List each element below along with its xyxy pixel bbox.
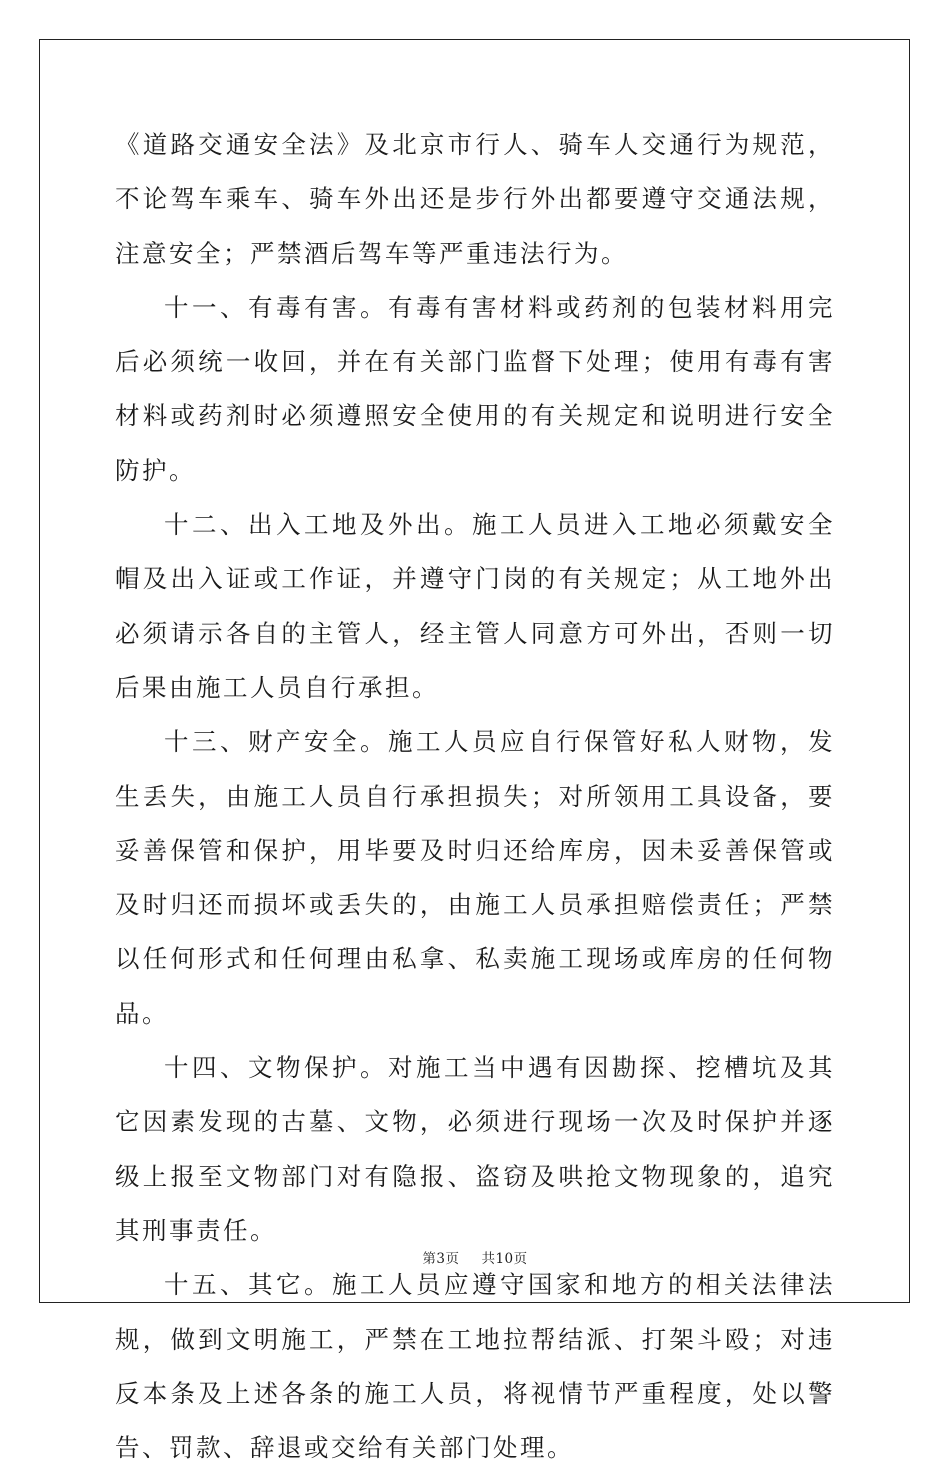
paragraph-toxic-materials: 十一、有毒有害。有毒有害材料或药剂的包装材料用完后必须统一收回，并在有关部门监督下处理；使用有毒有害材料或药剂时必须遵照安全使用的有关规定和说明进行安全防护。 xyxy=(115,292,835,485)
document-body xyxy=(115,118,835,1475)
page-total: 共10页 xyxy=(481,1251,528,1267)
page-footer xyxy=(0,1247,950,1267)
paragraph-traffic-safety: 《道路交通安全法》及北京市行人、骑车人交通行为规范，不论驾车乘车、骑车外出还是步行外出都要遵守交通法规，注意安全；严禁酒后驾车等严重违法行为。 xyxy=(115,130,835,268)
paragraph-site-access: 十二、出入工地及外出。施工人员进入工地必须戴安全帽及出入证或工作证，并遵守门岗的有关规定；从工地外出必须请示各自的主管人，经主管人同意方可外出，否则一切后果由施工人员自行承担。 xyxy=(115,510,835,702)
paragraph-property-safety: 十三、财产安全。施工人员应自行保管好私人财物，发生丢失，由施工人员自行承担损失；对所领用工具设备，要妥善保管和保护，用毕要及时归还给库房，因未妥善保管或及时归还而损坏或丢失的，由施工人员承担赔偿责任；严禁以任何形式和任何理由私拿、私卖施工现场或库房的任何物品。 xyxy=(115,727,835,1028)
page-number: 第3页 xyxy=(422,1251,460,1267)
paragraph-cultural-relics: 十四、文物保护。对施工当中遇有因勘探、挖槽坑及其它因素发现的古墓、文物，必须进行现场一次及时保护并逐级上报至文物部门对有隐报、盗窃及哄抢文物现象的，追究其刑事责任。 xyxy=(115,1053,835,1245)
paragraph-other-rules: 十五、其它。施工人员应遵守国家和地方的相关法律法规，做到文明施工，严禁在工地拉帮结派、打架斗殴；对违反本条及上述各条的施工人员，将视情节严重程度，处以警告、罚款、辞退或交给有关部门处理。 xyxy=(115,1270,835,1463)
